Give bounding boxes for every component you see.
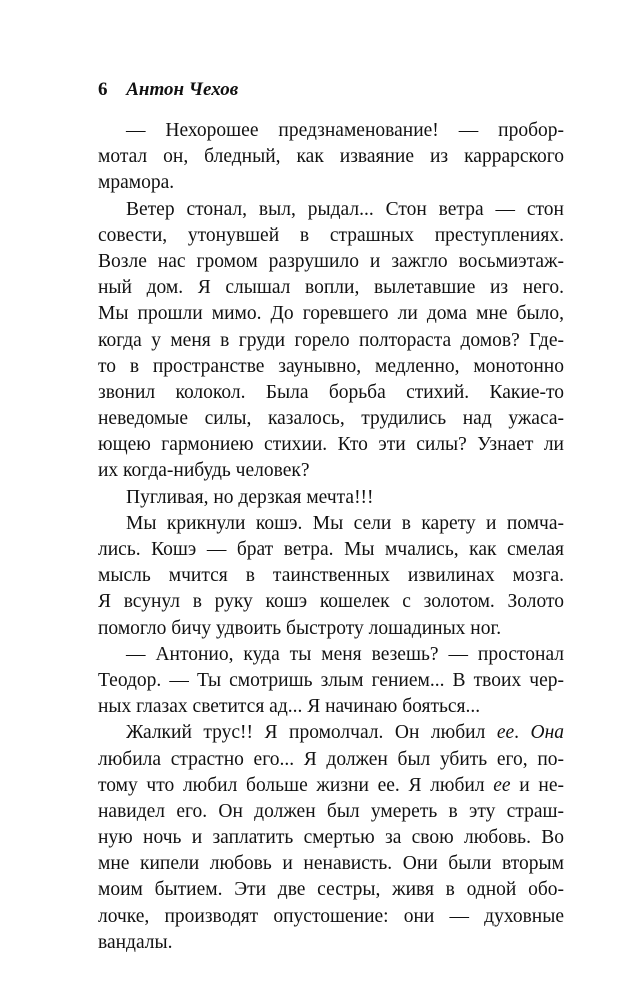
text-line: Пугливая, но дерзкая мечта!!! bbox=[126, 486, 374, 508]
text-line: когда у меня в груди горело полтораста домов? Где- bbox=[98, 329, 564, 351]
text-line: звонил колокол. Была борьба стихий. Какие-то bbox=[98, 381, 564, 403]
text-line: мне кипели любовь и ненависть. Они были вторым bbox=[98, 853, 564, 875]
text-line: помогло бичу удвоить быстроту лошадиных ног. bbox=[98, 617, 502, 639]
text-line: Мы прошли мимо. До горевшего ли дома мне было, bbox=[98, 303, 564, 325]
text-line: ный дом. Я слышал вопли, вылетавшие из него. bbox=[98, 277, 564, 299]
page-number: 6 bbox=[98, 79, 108, 100]
text-line: тому что любил больше жизни ее. Я любил ее и не- bbox=[98, 774, 564, 796]
text-line: вандалы. bbox=[98, 931, 173, 953]
text-line: неведомые силы, казалось, трудились над ужаса- bbox=[98, 408, 564, 430]
text-line: моим бытием. Эти две сестры, живя в одной обо- bbox=[98, 879, 564, 901]
text-line: то в пространстве заунывно, медленно, монотонно bbox=[98, 355, 564, 377]
text-line: навидел его. Он должен был умереть в эту страш- bbox=[98, 800, 564, 822]
text-line: совести, утонувшей в страшных преступлениях. bbox=[98, 224, 564, 246]
text-line: Ветер стонал, выл, рыдал... Стон ветра — стон bbox=[126, 198, 564, 220]
text-line: — Антонио, куда ты меня везешь? — простонал bbox=[126, 643, 564, 665]
text-line: — Нехорошее предзнаменование! — пробор- bbox=[126, 120, 564, 141]
running-head bbox=[98, 78, 238, 102]
text-line: лочке, производят опустошение: они — духовные bbox=[98, 905, 564, 927]
running-head-author: Антон Чехов bbox=[126, 79, 239, 100]
text-line: Возле нас громом разрушило и зажгло восьмиэтаж- bbox=[98, 250, 564, 272]
text-line: ных глазах светится ад... Я начинаю бояться... bbox=[98, 696, 481, 718]
text-body bbox=[98, 118, 564, 956]
text-line: лись. Кошэ — брат ветра. Мы мчались, как смелая bbox=[98, 539, 564, 560]
text-line: Я всунул в руку кошэ кошелек с золотом. Золото bbox=[98, 591, 564, 613]
text-line: Мы крикнули кошэ. Мы сели в карету и помча- bbox=[126, 512, 564, 534]
text-line: мрамора. bbox=[98, 172, 175, 194]
text-line: мысль мчится в таинственных извилинах мозга. bbox=[98, 565, 564, 587]
text-line: любила страстно его... Я должен был убить его, по- bbox=[98, 748, 564, 770]
text-line: мотал он, бледный, как изваяние из каррарского bbox=[98, 146, 564, 168]
text-line: Теодор. — Ты смотришь злым гением... В твоих чер- bbox=[98, 669, 564, 691]
text-line: ную ночь и заплатить смертью за свою любовь. Во bbox=[98, 827, 564, 849]
text-line: их когда-нибудь человек? bbox=[98, 460, 310, 482]
text-line: ющею гармониею стихии. Кто эти силы? Узнает ли bbox=[98, 434, 564, 456]
text-line: Жалкий трус!! Я промолчал. Он любил ее. Она bbox=[126, 722, 565, 744]
